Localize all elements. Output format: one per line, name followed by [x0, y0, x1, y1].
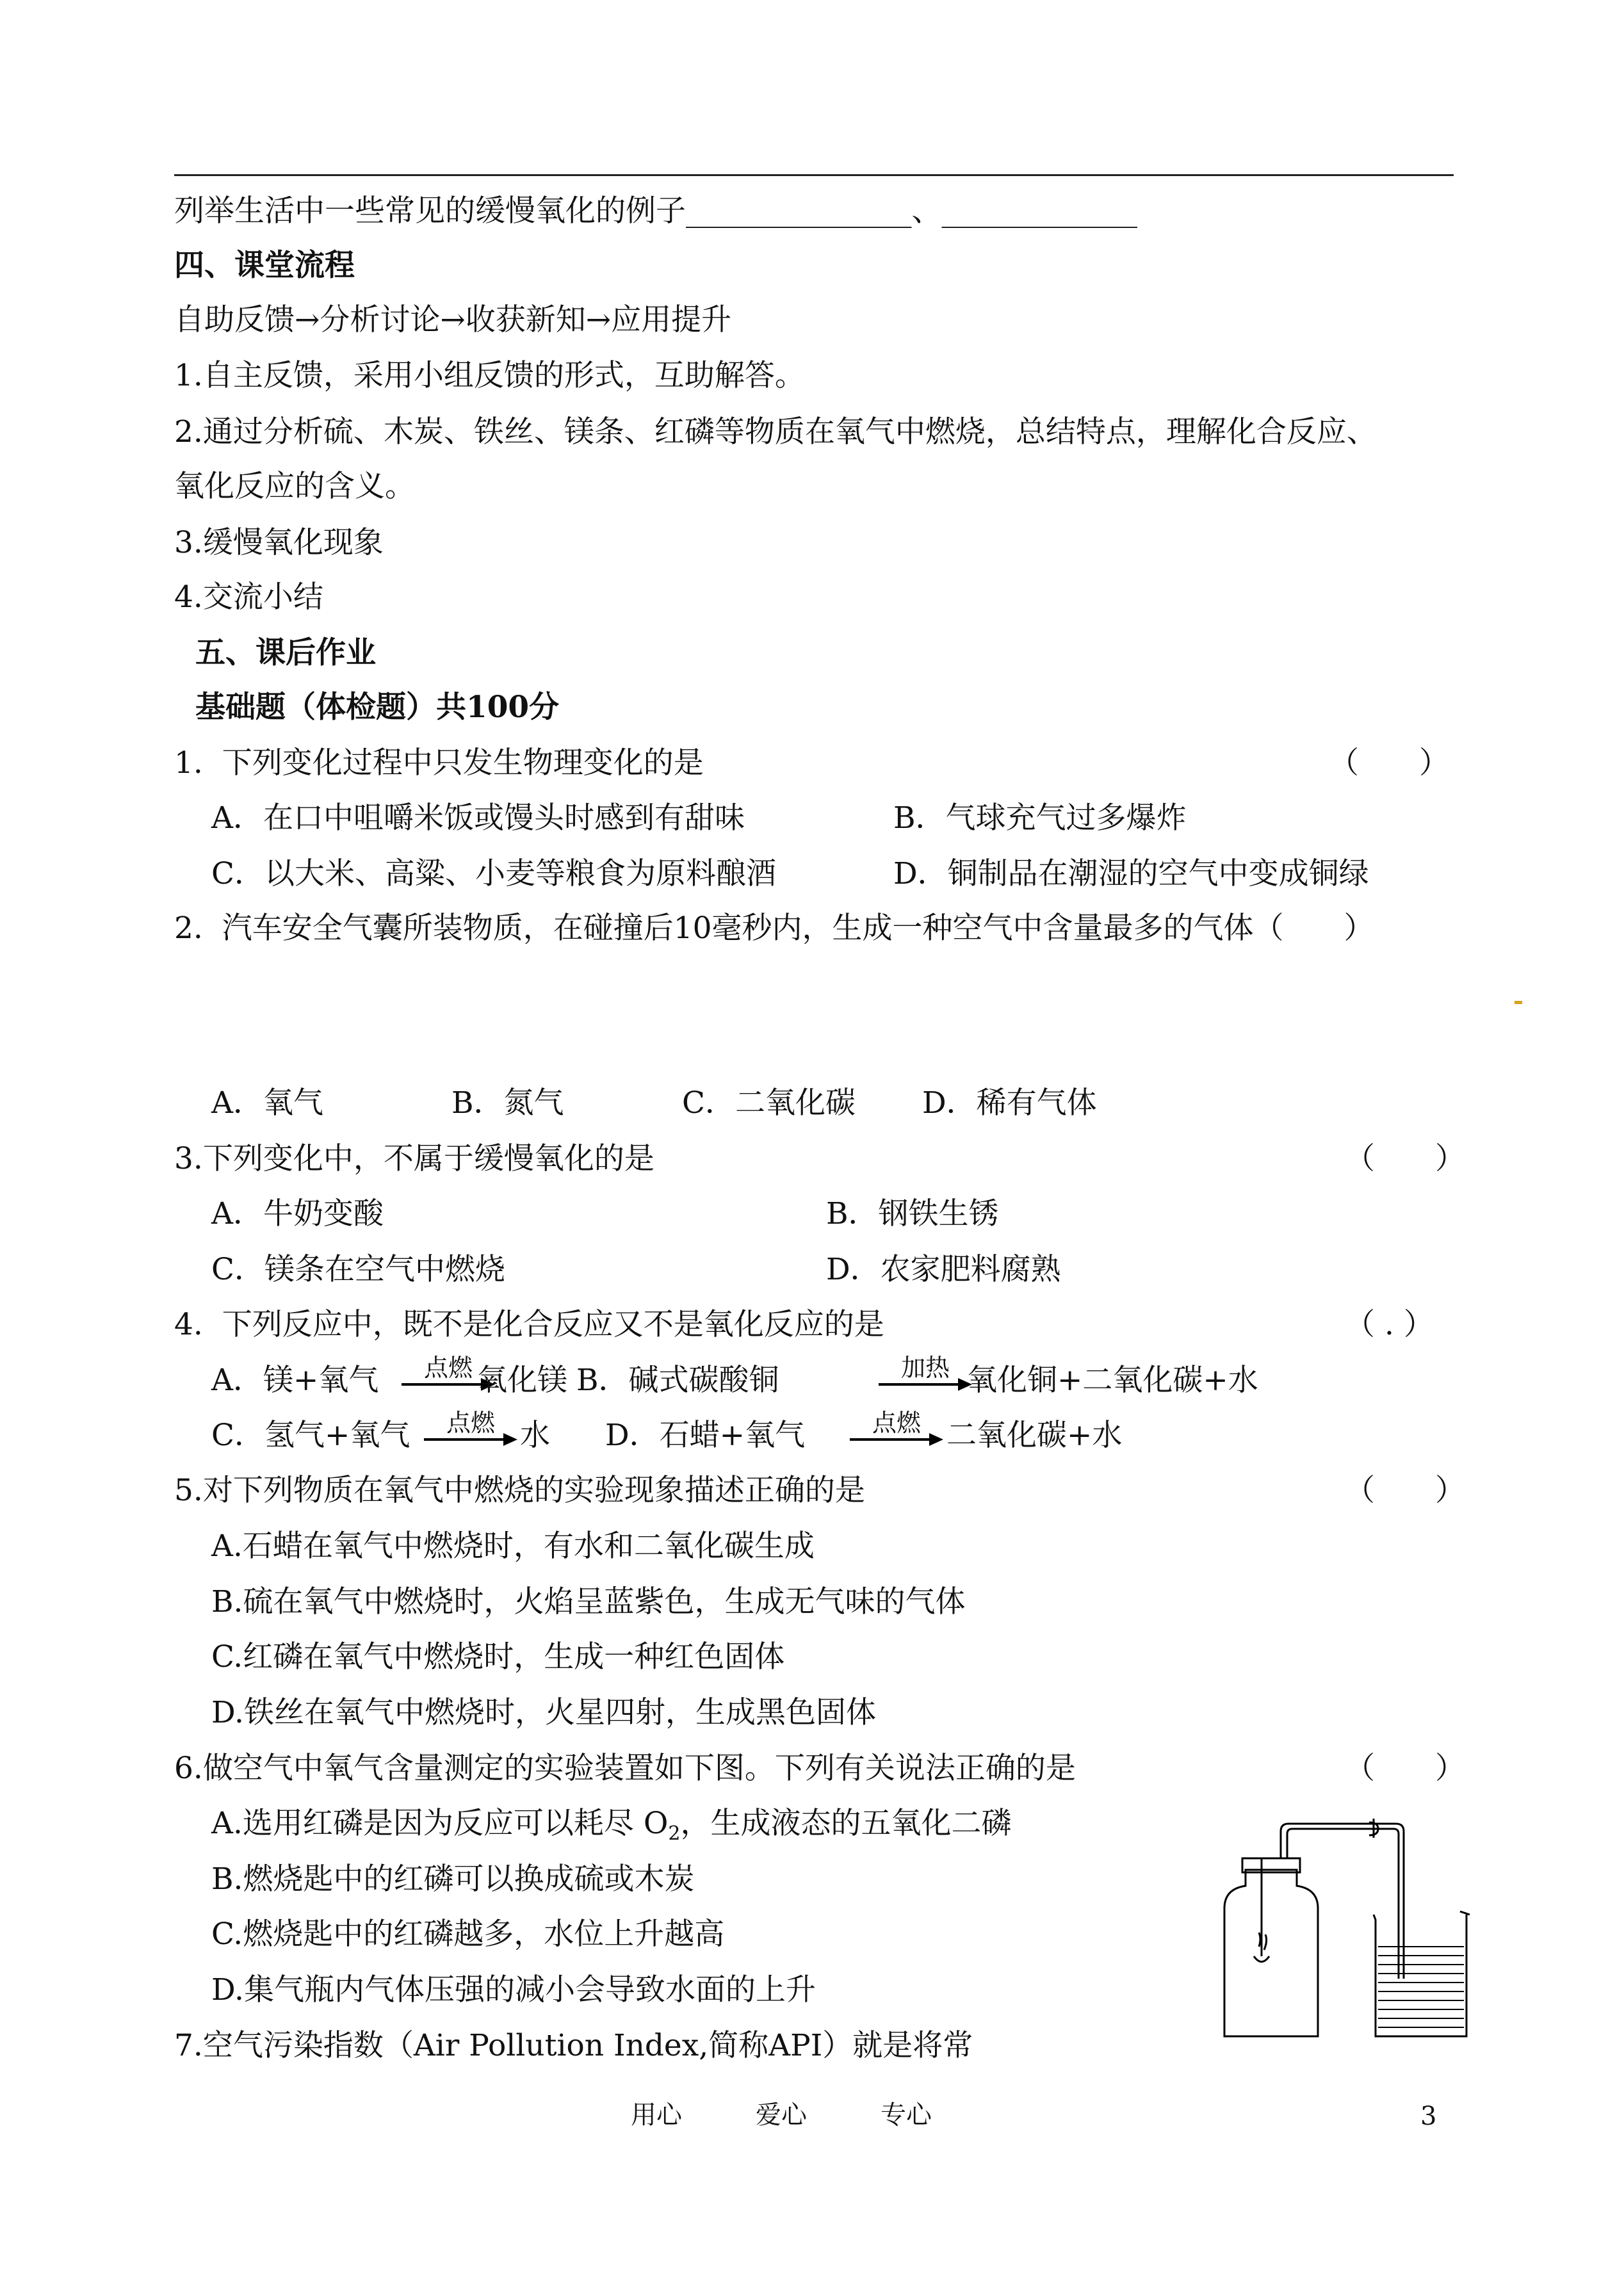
section-4-title: 四、课堂流程 [174, 248, 355, 283]
header-rule [174, 174, 1454, 176]
question-4-stem: 4. 下列反应中，既不是化合反应又不是氧化反应的是 [174, 1307, 884, 1342]
question-5-option-b: B.硫在氧气中燃烧时，火焰呈蓝紫色，生成无气味的气体 [211, 1584, 966, 1619]
question-1-option-a: A．在口中咀嚼米饭或馒头时感到有甜味 [211, 800, 745, 836]
question-3-stem: 3.下列变化中，不属于缓慢氧化的是 [174, 1141, 654, 1176]
reaction-condition-c: 点燃 [446, 1409, 495, 1437]
question-4-option-c-product: 水 [520, 1418, 550, 1453]
question-1-option-d: D．铜制品在潮湿的空气中变成铜绿 [893, 856, 1369, 891]
question-2-stem: 2. 汽车安全气囊所装物质，在碰撞后10毫秒内，生成一种空气中含量最多的气体（ ） [174, 911, 1374, 946]
section-5-title: 五、课后作业 [195, 635, 376, 670]
reaction-condition-a: 点燃 [423, 1354, 473, 1382]
reaction-arrow-d [849, 1409, 945, 1457]
arrow-icon [877, 1358, 973, 1402]
answer-paren-3: （ ） [1345, 1141, 1465, 1176]
page-number: 3 [1420, 2102, 1437, 2131]
reaction-arrow-b [877, 1354, 973, 1402]
question-5-stem: 5.对下列物质在氧气中燃烧的实验现象描述正确的是 [174, 1473, 865, 1508]
process-item-2-cont: 氧化反应的含义。 [174, 469, 415, 504]
option-a-text-1: A.选用红磷是因为反应可以耗尽 O [211, 1806, 669, 1841]
question-4-option-c-reactants: C．氢气+氧气 [211, 1418, 410, 1453]
question-4-option-a-reactants: A．镁+氧气 [211, 1363, 379, 1398]
question-3-option-b: B．钢铁生锈 [826, 1196, 999, 1231]
question-3-option-a: A．牛奶变酸 [211, 1196, 384, 1231]
question-6-stem: 6.做空气中氧气含量测定的实验装置如下图。下列有关说法正确的是 [174, 1751, 1076, 1786]
question-5-option-c: C.红磷在氧气中燃烧时，生成一种红色固体 [211, 1639, 785, 1675]
reaction-arrow-c [423, 1409, 519, 1457]
flow-line: 自助反馈→分析讨论→收获新知→应用提升 [174, 302, 732, 337]
question-1-option-b: B．气球充气过多爆炸 [893, 800, 1187, 836]
process-item-1: 1.自主反馈，采用小组反馈的形式，互助解答。 [174, 358, 805, 393]
question-2-option-c: C．二氧化碳 [682, 1085, 856, 1121]
question-1-stem: 1. 下列变化过程中只发生物理变化的是 [174, 745, 704, 781]
question-1-option-c: C．以大米、高粱、小麦等粮食为原料酿酒 [211, 856, 776, 891]
question-6-option-c: C.燃烧匙中的红磷越多，水位上升越高 [211, 1917, 725, 1952]
answer-paren-1: （ ） [1329, 745, 1449, 781]
question-5-option-d: D.铁丝在氧气中燃烧时，火星四射，生成黑色固体 [211, 1695, 876, 1730]
answer-paren-6: （ ） [1345, 1751, 1465, 1786]
question-6-option-d: D.集气瓶内气体压强的减小会导致水面的上升 [211, 1972, 816, 2007]
question-2-option-a: A．氧气 [211, 1085, 323, 1121]
question-2-option-d: D．稀有气体 [922, 1085, 1097, 1121]
question-6-option-b: B.燃烧匙中的红磷可以换成硫或木炭 [211, 1861, 695, 1897]
question-3-option-c: C．镁条在空气中燃烧 [211, 1252, 505, 1287]
question-2-option-b: B．氮气 [451, 1085, 564, 1121]
question-3-option-d: D．农家肥料腐熟 [826, 1252, 1061, 1287]
ink-speck [1514, 1001, 1522, 1004]
question-4-option-d-reactants: D．石蜡+氧气 [605, 1418, 806, 1453]
question-4-option-b-reactants: B．碱式碳酸铜 [576, 1363, 779, 1398]
oxygen-measurement-apparatus-illustration [1217, 1819, 1473, 2049]
process-item-2: 2.通过分析硫、木炭、铁丝、镁条、红磷等物质在氧气中燃烧，总结特点，理解化合反应、 [174, 414, 1377, 450]
question-4-option-d-products: 二氧化碳+水 [946, 1418, 1123, 1453]
question-7-stem: 7.空气污染指数（Air Pollution Index,简称API）就是将常 [174, 2028, 973, 2063]
reaction-condition-b: 加热 [900, 1354, 950, 1382]
question-4-option-b-products: 氧化铜+二氧化碳+水 [967, 1363, 1258, 1398]
footer-word-3: 专心 [881, 2100, 932, 2130]
answer-paren-5: （ ） [1345, 1473, 1465, 1508]
process-item-4: 4.交流小结 [174, 580, 323, 615]
arrow-icon [423, 1413, 519, 1457]
footer-word-2: 爱心 [756, 2100, 807, 2130]
process-item-3: 3.缓慢氧化现象 [174, 525, 384, 560]
subscript: 2 [668, 1822, 681, 1845]
footer-word-1: 用心 [631, 2100, 682, 2130]
intro-line: 列举生活中一些常见的缓慢氧化的例子_______________、_____________ [174, 193, 1137, 229]
section-5-subtitle: 基础题（体检题）共100分 [195, 690, 560, 725]
arrow-icon [849, 1413, 945, 1457]
question-5-option-a: A.石蜡在氧气中燃烧时，有水和二氧化碳生成 [211, 1529, 815, 1564]
answer-paren-4: （ . ） [1345, 1307, 1434, 1342]
question-6-option-a [211, 1804, 1011, 1847]
reaction-condition-d: 点燃 [872, 1409, 921, 1437]
option-a-text-2: ，生成液态的五氧化二磷 [680, 1806, 1012, 1841]
question-4-option-a-product: 氧化镁 [477, 1363, 567, 1398]
